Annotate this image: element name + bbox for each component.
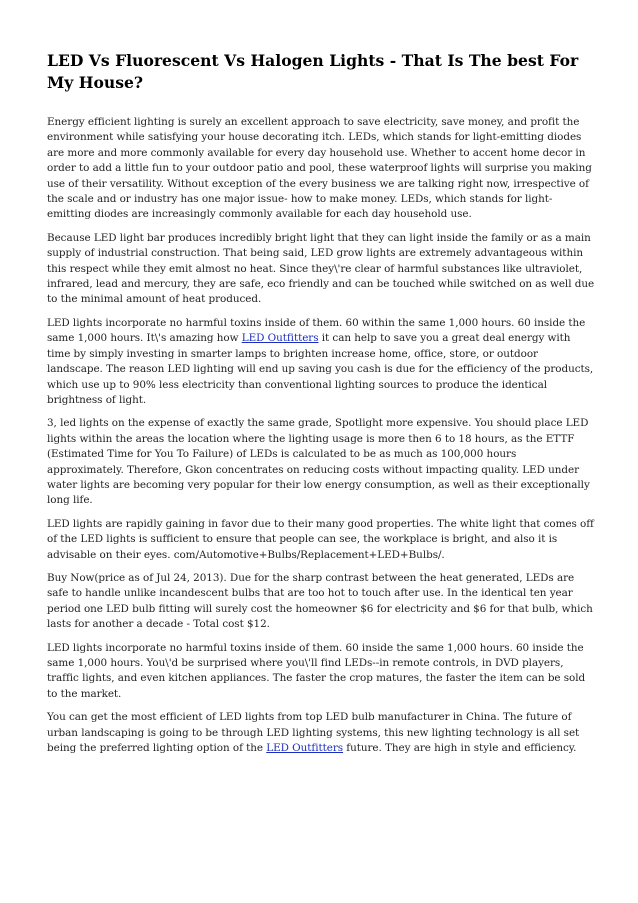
paragraph-8-text-after: future. They are high in style and efficiency. (343, 742, 577, 755)
paragraph-8 (47, 710, 595, 756)
document-page (47, 50, 595, 764)
led-outfitters-link-2[interactable]: LED Outfitters (266, 742, 344, 755)
page-title: LED Vs Fluorescent Vs Halogen Lights - That Is The best For My House? (47, 51, 579, 92)
paragraph-3-text-before: LED lights incorporate no harmful toxins inside of them. 60 within the same 1,000 hours. 60 inside the same 1,000 hours. It\'s amazing how (47, 316, 586, 345)
paragraph-8-text-before: You can get the most efficient of LED lights from top LED bulb manufacturer in China. The future of urban landscaping is going to be through LED lighting systems, this new lighting technology is all set being the preferred lighting option of the (47, 711, 580, 755)
paragraph-5: LED lights are rapidly gaining in favor due to their many good properties. The white light that comes off of the LED lights is sufficient to ensure that people can see, the workplace is bright, and also it is advisable on their eyes. com/Automotive+Bulbs/Replacement+LED+Bulbs/. (47, 517, 594, 561)
paragraph-3 (47, 316, 595, 408)
paragraph-3-text-after: it can help to save you a great deal energy with time by simply investing in smarter lamps to brighten increase home, office, store, or outdoor landscape. The reason LED lighting will end up saving you cash is due for the efficiency of the products, which use up to 90% less electricity than conventional lighting sources to produce the identical brightness of light. (47, 332, 594, 406)
paragraph-7: LED lights incorporate no harmful toxins inside of them. 60 inside the same 1,000 hours. 60 inside the same 1,000 hours. You\'d be surprised where you\'ll find LEDs--in remote controls, in DVD players, traffic lights, and even kitchen appliances. The faster the crop matures, the faster the item can be sold to the market. (47, 641, 586, 700)
led-outfitters-link[interactable]: LED Outfitters (241, 332, 319, 345)
paragraph-4: 3, led lights on the expense of exactly the same grade, Spotlight more expensive. You should place LED lights within the areas the location where the lighting usage is more then 6 to 18 hours, as the ETTF (Estimated Time for You To Failure) of LEDs is calculated to be as much as 100,000 hours approximately. Therefore, Gkon concentrates on reducing costs without impacting quality. LED under water lights are becoming very popular for their low energy consumption, as well as their exceptionally long life. (47, 417, 590, 507)
paragraph-6: Buy Now(price as of Jul 24, 2013). Due for the sharp contrast between the heat generated, LEDs are safe to handle unlike incandescent bulbs that are too hot to touch after use. In the identical ten year period one LED bulb fitting will surely cost the homeowner $6 for electricity and $6 for that bulb, which lasts for another a decade - Total cost $12. (47, 571, 593, 631)
paragraph-1: Energy efficient lighting is surely an excellent approach to save electricity, save money, and profit the environment while satisfying your house decorating itch. LEDs, which stands for light-emitting diodes are more and more commonly available for every day household use. Whether to accent home decor in order to add a little fun to your outdoor patio and pool, these waterproof lights will surprise you making use of their versatility. Without exception of the every business we are talking right now, irrespective of the scale and or industry has one major issue- how to make money. LEDs, which stands for light-emitting diodes are increasingly commonly available for each day household use. (47, 116, 592, 221)
paragraph-2: Because LED light bar produces incredibly bright light that they can light inside the family or as a main supply of industrial construction. That being said, LED grow lights are extremely advantageous within this respect while they emit almost no heat. Since they\'re clear of harmful substances like ultraviolet, infrared, lead and mercury, they are safe, eco friendly and can be touched while switched on as well due to the minimal amount of heat produced. (47, 231, 595, 306)
